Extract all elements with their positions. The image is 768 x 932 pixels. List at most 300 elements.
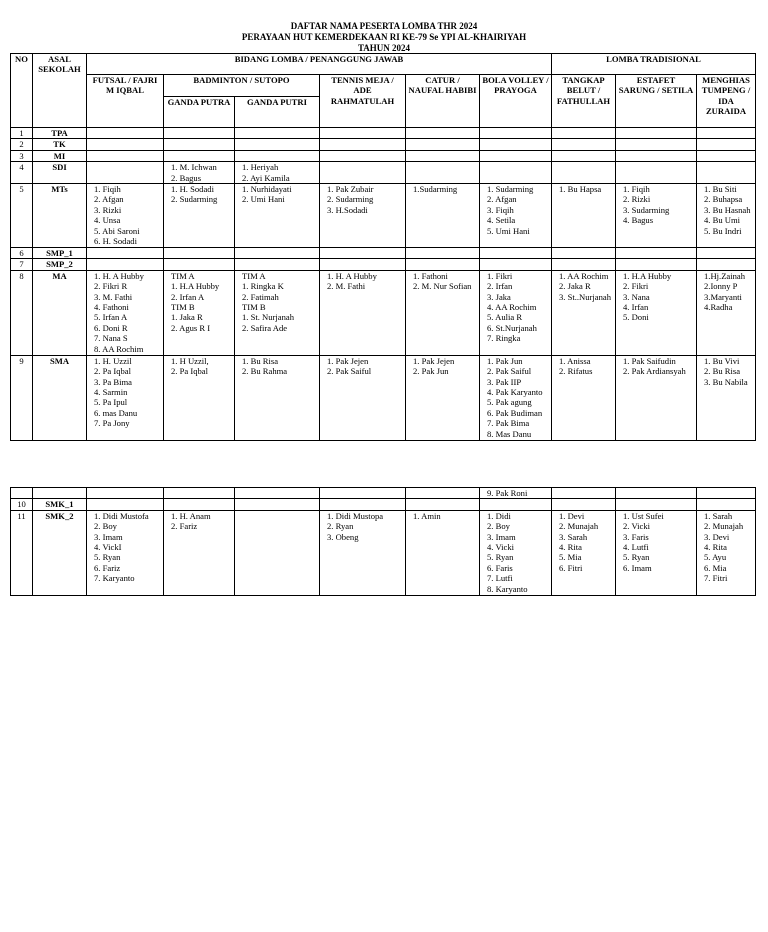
participant-list	[166, 271, 232, 333]
participant-name: 2. Sudarming	[171, 194, 218, 205]
cell-bola-volley	[480, 248, 552, 259]
participant-name: 4. Setila	[487, 215, 516, 226]
participant-list	[699, 356, 753, 387]
participant-list	[408, 356, 477, 377]
cell-futsal	[87, 259, 164, 270]
participant-name: 5. Irfan A	[94, 312, 128, 323]
participant-name: 1.Sudarming	[413, 184, 458, 195]
cell-ganda-putra	[164, 499, 235, 510]
cell-tennis-meja	[320, 162, 406, 184]
row-number: 10	[11, 499, 33, 510]
participant-name: 1. H. A Hubby	[94, 270, 144, 281]
cell-tangkap-belut	[552, 510, 616, 595]
participant-name: 1. H. A Hubby	[327, 270, 377, 281]
cell-tennis-meja	[320, 510, 406, 595]
participant-name: 2. Fikri R	[94, 281, 128, 292]
participant-list	[166, 356, 232, 377]
participant-name: 1. Sudarming	[487, 184, 534, 195]
cell-ganda-putra	[164, 510, 235, 595]
participant-name: 6. Doni R	[94, 322, 128, 333]
participant-name: 1. Nurhidayati	[242, 184, 292, 195]
participant-list	[408, 184, 477, 194]
table-body-continued	[11, 488, 756, 596]
cell-bola-volley	[480, 184, 552, 248]
cell-futsal	[87, 139, 164, 150]
participant-name: 2. Fariz	[171, 521, 198, 532]
participant-name: 1. Fathoni	[413, 270, 448, 281]
participant-name: 1. Heriyah	[242, 162, 279, 173]
participant-name: 4. Irfan	[623, 302, 649, 313]
cell-bola-volley	[480, 259, 552, 270]
cell-ganda-putra	[164, 355, 235, 440]
participant-list	[89, 184, 161, 246]
participant-name: 5. Pa Ipul	[94, 397, 128, 408]
cell-ganda-putra	[164, 162, 235, 184]
participant-name: 2. Pak Saiful	[327, 366, 372, 377]
header-badminton: BADMINTON / SUTOPO	[164, 75, 320, 97]
title-line-2: PERAYAAN HUT KEMERDEKAAN RI KE-79 Se YPI AL-KHAIRIYAH	[241, 32, 527, 42]
cell-estafet-sarung	[616, 162, 697, 184]
participant-list	[89, 356, 161, 429]
participant-name: 4. Lutfi	[623, 542, 649, 553]
participant-name: 2. Pa Iqbal	[94, 366, 131, 377]
participant-name: 4. Sarmin	[94, 387, 128, 398]
participant-name: 6. St.Nurjanah	[487, 322, 537, 333]
cell-tangkap-belut	[552, 270, 616, 355]
school-name: MA	[33, 270, 87, 355]
cell-menghias-tumpeng	[697, 150, 756, 161]
participant-list	[322, 184, 403, 215]
participants-table	[10, 53, 756, 441]
school-name: SMA	[33, 355, 87, 440]
cell-futsal	[87, 248, 164, 259]
participant-name: 2. Afgan	[94, 194, 124, 205]
participant-name: 1. Pak Jejen	[327, 355, 369, 366]
participant-name: 6. Pak Budiman	[487, 407, 543, 418]
participant-name: 5. Ayu	[704, 552, 727, 563]
participant-list	[166, 511, 232, 532]
cell-ganda-putra	[164, 150, 235, 161]
table-row	[11, 355, 756, 440]
cell-catur	[406, 270, 480, 355]
cell-tennis-meja	[320, 128, 406, 139]
cell-futsal	[87, 510, 164, 595]
participant-name: 8. AA Rochim	[94, 343, 144, 354]
table-body	[11, 128, 756, 441]
participant-list	[618, 511, 694, 573]
cell-menghias-tumpeng	[697, 248, 756, 259]
cell-bola-volley	[480, 355, 552, 440]
participant-list	[166, 162, 232, 183]
participant-name: 1. AA Rochim	[559, 270, 609, 281]
school-name: TPA	[33, 128, 87, 139]
participant-name: 1. Didi	[487, 510, 511, 521]
school-name: SMK_1	[33, 499, 87, 510]
header-asal-sekolah: ASAL SEKOLAH	[33, 54, 87, 128]
participant-name: 5. Ryan	[487, 552, 514, 563]
cell-estafet-sarung	[616, 150, 697, 161]
cell-estafet-sarung	[616, 184, 697, 248]
cell-menghias-tumpeng	[697, 184, 756, 248]
table-row	[11, 139, 756, 150]
cell-bola-volley	[480, 270, 552, 355]
row-number: 11	[11, 510, 33, 595]
participant-name: 2. Fatimah	[242, 291, 279, 302]
participant-list	[554, 184, 613, 194]
participant-name: 3. Rizki	[94, 204, 122, 215]
header-estafet-sarung: ESTAFET SARUNG / SETILA	[616, 75, 697, 128]
participant-list	[482, 184, 549, 236]
participant-name: 1.Hj.Zainah	[704, 270, 746, 281]
cell-futsal	[87, 162, 164, 184]
cell-futsal	[87, 128, 164, 139]
cell-ganda-putri	[235, 355, 320, 440]
participant-name: 8. Karyanto	[487, 583, 528, 594]
cell-estafet-sarung	[616, 259, 697, 270]
row-number: 9	[11, 355, 33, 440]
participant-name: 3. Devi	[704, 531, 730, 542]
participant-name: 3. Sudarming	[623, 204, 670, 215]
participant-name: 2. Rizki	[623, 194, 651, 205]
participant-name: 1. Pak Zubair	[327, 184, 374, 195]
participant-list	[554, 511, 613, 573]
participant-name: 1. Fiqih	[94, 184, 121, 195]
participant-name: TIM B	[242, 302, 266, 313]
cell-ganda-putri	[235, 184, 320, 248]
cell-tennis-meja	[320, 499, 406, 510]
participant-name: 4. VickI	[94, 542, 122, 553]
cell-ganda-putra	[164, 139, 235, 150]
header-tennis-meja: TENNIS MEJA / ADE RAHMATULAH	[320, 75, 406, 128]
participant-name: 2. Umi Hani	[242, 194, 285, 205]
participant-name: 2. Pak Saiful	[487, 366, 532, 377]
cell-catur	[406, 162, 480, 184]
header-bola-volley: BOLA VOLLEY / PRAYOGA	[480, 75, 552, 128]
participant-name: 8. Mas Danu	[487, 428, 532, 439]
cell-ganda-putra	[164, 248, 235, 259]
participant-list	[554, 271, 613, 302]
cell-ganda-putri	[235, 150, 320, 161]
participant-list	[89, 271, 161, 354]
participant-name: 7. Pa Jony	[94, 418, 130, 429]
participant-name: 3. Pa Bima	[94, 376, 132, 387]
cell-estafet-sarung	[616, 499, 697, 510]
cell-bola-volley	[480, 150, 552, 161]
cell-tangkap-belut	[552, 184, 616, 248]
participant-name: 1. Amin	[413, 510, 441, 521]
title-line-3: TAHUN 2024	[357, 43, 411, 53]
cell-ganda-putri	[235, 488, 320, 499]
participant-list	[237, 184, 317, 205]
school-name: SMP_2	[33, 259, 87, 270]
participant-list	[618, 356, 694, 377]
participant-name: 3. St..Nurjanah	[559, 291, 612, 302]
participant-name: 2. Boy	[94, 521, 117, 532]
participant-name: 5. Ryan	[623, 552, 650, 563]
cell-estafet-sarung	[616, 139, 697, 150]
participant-name: 2. Jaka R	[559, 281, 591, 292]
participant-name: 2. Bagus	[171, 172, 202, 183]
participant-list	[554, 356, 613, 377]
participant-name: 2. Safira Ade	[242, 322, 288, 333]
header-menghias-tumpeng: MENGHIAS TUMPENG / IDA ZURAIDA	[697, 75, 756, 128]
participant-list	[699, 184, 753, 236]
participant-name: 2. Pak Jun	[413, 366, 449, 377]
cell-catur	[406, 499, 480, 510]
cell-tangkap-belut	[552, 162, 616, 184]
cell-catur	[406, 488, 480, 499]
participant-name: TIM B	[171, 302, 195, 313]
cell-tangkap-belut	[552, 128, 616, 139]
participant-list	[482, 271, 549, 344]
cell-futsal	[87, 499, 164, 510]
participant-name: 2. Pak Ardiansyah	[623, 366, 686, 377]
cell-menghias-tumpeng	[697, 355, 756, 440]
cell-menghias-tumpeng	[697, 510, 756, 595]
participant-name: 1. Jaka R	[171, 312, 203, 323]
participant-name: 1. M. Ichwan	[171, 162, 217, 173]
participant-name: 1. Sarah	[704, 510, 733, 521]
cell-catur	[406, 248, 480, 259]
header-catur: CATUR / NAUFAL HABIBI	[406, 75, 480, 128]
participant-name: 1. Pak Jejen	[413, 355, 455, 366]
table-row	[11, 248, 756, 259]
participant-name: 5. Umi Hani	[487, 225, 530, 236]
participant-name: 2. Buhapsa	[704, 194, 743, 205]
participant-list	[322, 271, 403, 292]
participant-name: 3. M. Fathi	[94, 291, 133, 302]
table-row	[11, 150, 756, 161]
cell-tennis-meja	[320, 270, 406, 355]
participant-name: 1. Bu Vivi	[704, 355, 740, 366]
cell-estafet-sarung	[616, 270, 697, 355]
participant-name: 1. H. Sodadi	[171, 184, 214, 195]
participant-list	[89, 511, 161, 584]
participant-name: 2. Munajah	[559, 521, 599, 532]
participant-list	[237, 271, 317, 333]
header-futsal: FUTSAL / FAJRI M IQBAL	[87, 75, 164, 128]
cell-tennis-meja	[320, 488, 406, 499]
participant-name: 1. H Uzzil,	[171, 355, 209, 366]
cell-catur	[406, 139, 480, 150]
table-row	[11, 488, 756, 499]
participant-name: 1. Didi Mustopa	[327, 510, 384, 521]
participant-name: 2. Sudarming	[327, 194, 374, 205]
participant-name: 4. Bu Umi	[704, 215, 741, 226]
school-name	[33, 488, 87, 499]
participant-name: 4.Radha	[704, 302, 733, 313]
table-row	[11, 184, 756, 248]
participant-list	[166, 184, 232, 205]
participant-name: 2. Bu Risa	[704, 366, 741, 377]
participant-name: 2. Irfan	[487, 281, 513, 292]
participant-name: 4. Rita	[704, 542, 727, 553]
cell-ganda-putri	[235, 259, 320, 270]
cell-estafet-sarung	[616, 488, 697, 499]
participant-name: 3. Pak IIP	[487, 376, 522, 387]
participant-name: 1. Ust Sufei	[623, 510, 664, 521]
participant-name: 1. H.A Hubby	[623, 270, 672, 281]
participant-name: 3. Bu Nabila	[704, 376, 748, 387]
participant-name: 3. Jaka	[487, 291, 511, 302]
cell-futsal	[87, 184, 164, 248]
cell-catur	[406, 355, 480, 440]
participant-name: 3. Bu Hasnah	[704, 204, 751, 215]
participant-name: 2. Bu Rahma	[242, 366, 288, 377]
cell-bola-volley	[480, 510, 552, 595]
participant-name: 2. Afgan	[487, 194, 517, 205]
participant-name: 7. Nana S	[94, 333, 128, 344]
participant-list	[237, 162, 317, 183]
document-title	[0, 21, 768, 54]
participant-name: 7. Lutfi	[487, 573, 513, 584]
participant-name: 2. Ayi Kamila	[242, 172, 290, 183]
header-lomba-tradisional: LOMBA TRADISIONAL	[552, 54, 756, 75]
participant-name: 2. M. Nur Sofian	[413, 281, 472, 292]
cell-tangkap-belut	[552, 259, 616, 270]
table-row	[11, 270, 756, 355]
cell-catur	[406, 128, 480, 139]
participant-name: 2. Vicki	[623, 521, 651, 532]
participant-name: 6. Fariz	[94, 562, 121, 573]
participant-name: 5. Abi Saroni	[94, 225, 140, 236]
header-tangkap-belut: TANGKAP BELUT / FATHULLAH	[552, 75, 616, 128]
table-row	[11, 162, 756, 184]
participant-name: 3. Imam	[487, 531, 516, 542]
cell-tangkap-belut	[552, 139, 616, 150]
cell-ganda-putra	[164, 488, 235, 499]
table-row	[11, 510, 756, 595]
participant-name: 3. Obeng	[327, 531, 359, 542]
cell-ganda-putri	[235, 499, 320, 510]
cell-ganda-putri	[235, 128, 320, 139]
participant-list	[408, 511, 477, 521]
cell-catur	[406, 259, 480, 270]
cell-ganda-putra	[164, 270, 235, 355]
cell-tangkap-belut	[552, 488, 616, 499]
cell-menghias-tumpeng	[697, 128, 756, 139]
school-name: MTs	[33, 184, 87, 248]
participant-name: 1. Devi	[559, 510, 585, 521]
participant-name: 3. Sarah	[559, 531, 588, 542]
participant-list	[408, 271, 477, 292]
participant-list	[237, 356, 317, 377]
cell-ganda-putri	[235, 510, 320, 595]
participant-name: 1. Ringka K	[242, 281, 284, 292]
cell-ganda-putri	[235, 248, 320, 259]
row-number: 8	[11, 270, 33, 355]
school-name: TK	[33, 139, 87, 150]
participant-name: 1. Pak Jun	[487, 355, 523, 366]
participant-name: 2. Agus R I	[171, 322, 211, 333]
cell-menghias-tumpeng	[697, 488, 756, 499]
row-number: 6	[11, 248, 33, 259]
participant-name: 3. H.Sodadi	[327, 204, 368, 215]
participant-name: 3. Faris	[623, 531, 649, 542]
participant-name: 2.Ionny P	[704, 281, 738, 292]
participant-name: 2. Pa Iqbal	[171, 366, 208, 377]
cell-menghias-tumpeng	[697, 259, 756, 270]
cell-bola-volley	[480, 162, 552, 184]
table-row	[11, 259, 756, 270]
participant-name: 1. H.A Hubby	[171, 281, 220, 292]
participant-name: 4. AA Rochim	[487, 302, 537, 313]
participant-name: 1. Fiqih	[623, 184, 650, 195]
table-header	[11, 54, 756, 128]
cell-catur	[406, 184, 480, 248]
participant-name: 4. Vicki	[487, 542, 515, 553]
participant-name: 7. Ringka	[487, 333, 521, 344]
cell-estafet-sarung	[616, 510, 697, 595]
participant-name: 9. Pak Roni	[487, 488, 528, 498]
participant-name: 2. Munajah	[704, 521, 744, 532]
cell-futsal	[87, 488, 164, 499]
participants-table-continued	[10, 487, 756, 596]
participant-name: 5. Bu Indri	[704, 225, 742, 236]
cell-tangkap-belut	[552, 355, 616, 440]
participant-name: 2. Rifatus	[559, 366, 593, 377]
participant-name: 6. Faris	[487, 562, 513, 573]
cell-catur	[406, 510, 480, 595]
participant-name: 6. Imam	[623, 562, 652, 573]
school-name: SDI	[33, 162, 87, 184]
participant-name: 1. Pak Saifudin	[623, 355, 676, 366]
cell-estafet-sarung	[616, 128, 697, 139]
participant-name: 4. Unsa	[94, 215, 121, 226]
participant-name: 2. Fikri	[623, 281, 649, 292]
participant-name: 6. Fitri	[559, 562, 583, 573]
cell-bola-volley	[480, 139, 552, 150]
participant-name: 1. St. Nurjanah	[242, 312, 295, 323]
cell-bola-volley	[480, 488, 552, 499]
participant-name: 7. Fitri	[704, 573, 728, 584]
participant-name: 3. Nana	[623, 291, 650, 302]
participant-name: 5. Doni	[623, 312, 649, 323]
cell-ganda-putri	[235, 270, 320, 355]
cell-menghias-tumpeng	[697, 139, 756, 150]
header-ganda-putri: GANDA PUTRI	[235, 97, 320, 128]
cell-ganda-putra	[164, 259, 235, 270]
participant-name: 6. H. Sodadi	[94, 236, 137, 247]
participant-name: 1. H. Anam	[171, 510, 211, 521]
cell-futsal	[87, 355, 164, 440]
cell-tennis-meja	[320, 355, 406, 440]
participant-list	[482, 488, 549, 498]
cell-ganda-putri	[235, 139, 320, 150]
participant-name: 5. Ryan	[94, 552, 121, 563]
participant-list	[699, 271, 753, 313]
cell-tangkap-belut	[552, 248, 616, 259]
participant-name: 3. Fiqih	[487, 204, 514, 215]
participant-name: 1. Fikri	[487, 270, 513, 281]
table-row	[11, 499, 756, 510]
participant-name: 1. H. Uzzil	[94, 355, 132, 366]
participant-name: 7. Karyanto	[94, 573, 135, 584]
participant-name: 1. Bu Risa	[242, 355, 279, 366]
cell-ganda-putra	[164, 128, 235, 139]
participant-name: TIM A	[242, 270, 266, 281]
header-bidang-lomba: BIDANG LOMBA / PENANGGUNG JAWAB	[87, 54, 552, 75]
table-row	[11, 128, 756, 139]
cell-menghias-tumpeng	[697, 270, 756, 355]
row-number: 3	[11, 150, 33, 161]
title-line-1: DAFTAR NAMA PESERTA LOMBA THR 2024	[290, 21, 478, 31]
school-name: SMK_2	[33, 510, 87, 595]
participant-name: 5. Pak agung	[487, 397, 532, 408]
cell-tennis-meja	[320, 259, 406, 270]
row-number: 5	[11, 184, 33, 248]
participant-list	[482, 356, 549, 439]
